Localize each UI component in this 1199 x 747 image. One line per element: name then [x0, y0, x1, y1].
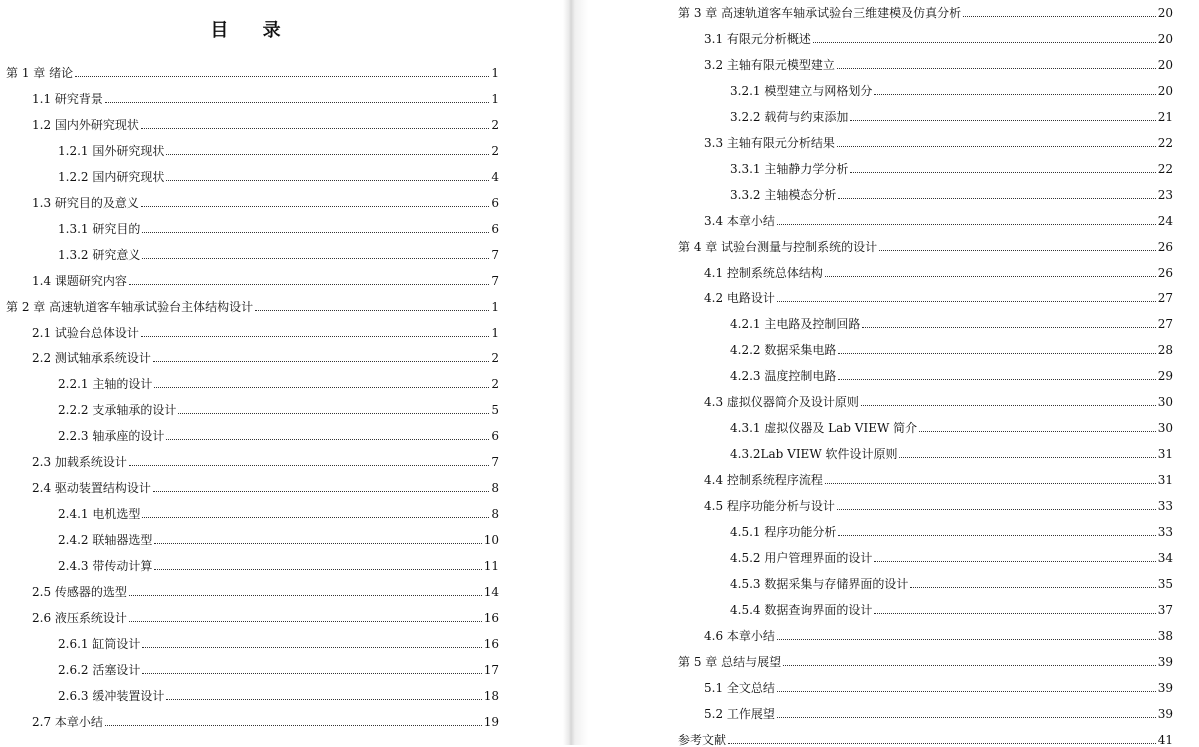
toc-entry[interactable]: [58, 373, 499, 391]
toc-entry-label: 3.2 主轴有限元模型建立: [704, 57, 835, 72]
toc-entry[interactable]: [58, 140, 499, 158]
toc-leader-dots: [874, 94, 1155, 95]
toc-entry-page: 28: [1157, 343, 1173, 358]
toc-entry[interactable]: [32, 88, 499, 106]
toc-entry-label: 2.4.3 带传动计算: [58, 559, 153, 574]
toc-entry-label: 2.2.1 主轴的设计: [58, 377, 153, 392]
toc-leader-dots: [105, 102, 489, 103]
toc-entry-page: 11: [483, 559, 499, 574]
toc-entry[interactable]: [704, 54, 1173, 72]
toc-entry-label: 4.3.2Lab VIEW 软件设计原则: [730, 447, 898, 462]
toc-entry[interactable]: [730, 158, 1173, 176]
toc-entry-label: 4.1 控制系统总体结构: [704, 265, 823, 280]
toc-leader-dots: [129, 284, 489, 285]
toc-leader-dots: [825, 276, 1156, 277]
toc-entry[interactable]: [730, 80, 1173, 98]
toc-entry[interactable]: [704, 703, 1173, 721]
toc-entry-label: 第 2 章 高速轨道客车轴承试验台主体结构设计: [6, 299, 254, 314]
toc-entry-page: 30: [1157, 421, 1173, 436]
toc-entry-page: 6: [491, 429, 499, 444]
toc-leader-dots: [154, 387, 489, 388]
toc-entry-label: 第 5 章 总结与展望: [678, 654, 782, 669]
toc-entry[interactable]: [32, 477, 499, 495]
toc-leader-dots: [255, 310, 489, 311]
toc-entry-label: 1.4 课题研究内容: [32, 273, 127, 288]
toc-leader-dots: [910, 587, 1155, 588]
toc-entry-label: 2.4.2 联轴器选型: [58, 533, 153, 548]
toc-entry-page: 31: [1157, 447, 1173, 462]
toc-leader-dots: [825, 483, 1156, 484]
toc-leader-dots: [874, 561, 1155, 562]
toc-leader-dots: [153, 491, 489, 492]
toc-entry-page: 33: [1157, 525, 1173, 539]
toc-page-left: [0, 0, 505, 745]
toc-leader-dots: [154, 569, 481, 570]
toc-leader-dots: [142, 647, 481, 648]
toc-entry-label: 4.5.4 数据查询界面的设计: [730, 602, 873, 617]
toc-entry-label: 2.2.2 支承轴承的设计: [58, 403, 177, 418]
toc-entry-label: 4.6 本章小结: [704, 628, 775, 643]
toc-entry-label: 2.6 液压系统设计: [32, 610, 127, 625]
toc-entry-label: 第 1 章 绪论: [6, 66, 74, 80]
toc-entry-page: 23: [1157, 187, 1173, 202]
toc-entry-label: 4.3 虚拟仪器简介及设计原则: [704, 395, 859, 410]
toc-entry-label: 4.2.2 数据采集电路: [730, 343, 837, 358]
toc-leader-dots: [899, 457, 1155, 458]
toc-leader-dots: [142, 517, 489, 518]
toc-entry-label: 4.5 程序功能分析与设计: [704, 499, 835, 514]
toc-entry-page: 1: [491, 91, 499, 106]
toc-entry-label: 5.2 工作展望: [704, 706, 775, 721]
toc-entry[interactable]: [32, 347, 499, 365]
toc-entry-page: 20: [1157, 83, 1173, 98]
toc-entry-page: 7: [491, 247, 499, 262]
toc-entry-page: 20: [1157, 31, 1173, 46]
toc-entry-page: 22: [1157, 135, 1173, 150]
toc-entry-page: 1: [491, 299, 499, 314]
toc-entry[interactable]: [704, 287, 1173, 305]
toc-entry-page: 2: [491, 143, 499, 158]
toc-entry-label: 4.5.1 程序功能分析: [730, 525, 837, 539]
toc-entry[interactable]: [6, 296, 499, 314]
toc-entry-page: 7: [491, 273, 499, 288]
toc-entry[interactable]: [58, 633, 499, 651]
toc-entry[interactable]: [32, 711, 499, 729]
toc-entry[interactable]: [32, 607, 499, 625]
toc-entry-page: 30: [1157, 395, 1173, 410]
toc-entry[interactable]: [730, 443, 1173, 461]
toc-entry[interactable]: [58, 659, 499, 677]
toc-entry-page: 33: [1157, 499, 1173, 514]
toc-leader-dots: [105, 725, 482, 726]
toc-entry-page: 39: [1157, 654, 1173, 669]
toc-entry-page: 2: [491, 377, 499, 392]
toc-entry-label: 2.7 本章小结: [32, 714, 103, 729]
toc-entry[interactable]: [32, 322, 499, 340]
toc-leader-dots: [154, 543, 481, 544]
toc-leader-dots: [850, 172, 1155, 173]
toc-leader-dots: [837, 68, 1156, 69]
toc-entry-page: 6: [491, 221, 499, 236]
toc-leader-dots: [129, 465, 489, 466]
toc-leader-dots: [141, 206, 489, 207]
toc-leader-dots: [919, 431, 1156, 432]
toc-entry[interactable]: [730, 106, 1173, 124]
toc-entry-page: 34: [1157, 550, 1173, 565]
toc-entry[interactable]: [32, 581, 499, 599]
toc-leader-dots: [838, 198, 1155, 199]
toc-leader-dots: [963, 16, 1156, 17]
toc-leader-dots: [838, 353, 1155, 354]
toc-entry-page: 10: [483, 533, 499, 548]
toc-entry[interactable]: [678, 236, 1173, 254]
toc-entry-label: 1.3.1 研究目的: [58, 221, 141, 236]
toc-entry[interactable]: [730, 599, 1173, 617]
toc-entry[interactable]: [32, 451, 499, 469]
toc-entry-page: 14: [483, 585, 499, 599]
toc-entry-page: 16: [483, 610, 499, 625]
toc-entry[interactable]: [730, 313, 1173, 331]
toc-entry-page: 4: [491, 169, 499, 184]
toc-entry[interactable]: [58, 399, 499, 417]
toc-leader-dots: [879, 250, 1156, 251]
toc-leader-dots: [142, 673, 481, 674]
toc-entry-label: 3.1 有限元分析概述: [704, 31, 811, 46]
toc-entry[interactable]: [704, 677, 1173, 695]
toc-entry-label: 第 4 章 试验台测量与控制系统的设计: [678, 239, 878, 254]
toc-entry[interactable]: [704, 495, 1173, 513]
toc-leader-dots: [837, 509, 1156, 510]
toc-entry[interactable]: [58, 244, 499, 262]
toc-entry-label: 4.2 电路设计: [704, 291, 775, 306]
toc-entry[interactable]: [704, 132, 1173, 150]
toc-leader-dots: [166, 154, 489, 155]
toc-entry-label: 5.1 全文总结: [704, 680, 775, 695]
toc-entry-page: 1: [491, 325, 499, 340]
toc-entry-label: 4.2.3 温度控制电路: [730, 369, 837, 384]
toc-entry-page: 2: [491, 117, 499, 132]
toc-entry-page: 8: [491, 481, 499, 496]
toc-entry-page: 20: [1157, 6, 1173, 20]
toc-leader-dots: [777, 224, 1156, 225]
toc-entry-label: 2.6.3 缓冲装置设计: [58, 688, 165, 703]
toc-entry[interactable]: [58, 685, 499, 703]
toc-leader-dots: [141, 336, 489, 337]
toc-entry-page: 26: [1157, 239, 1173, 254]
toc-entry-page: 7: [491, 455, 499, 470]
toc-entry-label: 3.3.2 主轴模态分析: [730, 187, 837, 202]
toc-entry[interactable]: [32, 192, 499, 210]
toc-leader-dots: [813, 42, 1156, 43]
toc-entry[interactable]: [58, 218, 499, 236]
toc-entry-page: 16: [483, 636, 499, 651]
toc-entry-page: 2: [491, 351, 499, 366]
toc-leader-dots: [837, 146, 1156, 147]
toc-entry-label: 2.6.1 缸筒设计: [58, 636, 141, 651]
toc-leader-dots: [777, 639, 1156, 640]
toc-title: 目 录: [210, 20, 295, 41]
toc-entry-page: 21: [1157, 109, 1173, 124]
toc-leader-dots: [777, 717, 1156, 718]
toc-leader-dots: [142, 232, 489, 233]
toc-entry[interactable]: [58, 503, 499, 521]
page-gutter: [505, 0, 588, 745]
toc-entry-page: 26: [1157, 265, 1173, 280]
toc-entry-label: 第 3 章 高速轨道客车轴承试验台三维建模及仿真分析: [678, 6, 962, 20]
toc-entry-label: 1.2.1 国外研究现状: [58, 143, 165, 158]
toc-entry-page: 38: [1157, 628, 1173, 643]
toc-entry-page: 27: [1157, 291, 1173, 306]
toc-entry-page: 41: [1157, 732, 1173, 747]
toc-entry-page: 22: [1157, 161, 1173, 176]
toc-leader-dots: [777, 691, 1156, 692]
toc-leader-dots: [874, 613, 1155, 614]
toc-entry-label: 4.2.1 主电路及控制回路: [730, 317, 861, 332]
toc-entry-label: 2.6.2 活塞设计: [58, 662, 141, 677]
toc-entry-label: 2.2 测试轴承系统设计: [32, 351, 151, 366]
toc-entry[interactable]: [704, 391, 1173, 409]
toc-leader-dots: [861, 405, 1156, 406]
toc-entry-label: 1.3.2 研究意义: [58, 247, 141, 262]
toc-entry[interactable]: [678, 729, 1173, 747]
toc-entry[interactable]: [58, 529, 499, 547]
toc-leader-dots: [166, 439, 489, 440]
toc-leader-dots: [178, 413, 489, 414]
toc-leader-dots: [153, 361, 489, 362]
toc-entry[interactable]: [730, 573, 1173, 591]
toc-entry-label: 1.3 研究目的及意义: [32, 195, 139, 210]
toc-entry[interactable]: [730, 417, 1173, 435]
toc-entry-label: 2.4 驱动装置结构设计: [32, 481, 151, 496]
toc-leader-dots: [850, 120, 1155, 121]
toc-entry[interactable]: [730, 184, 1173, 202]
toc-entry-page: 8: [491, 507, 499, 522]
toc-entry-label: 2.4.1 电机选型: [58, 507, 141, 522]
toc-entry-page: 6: [491, 195, 499, 210]
toc-entry[interactable]: [58, 166, 499, 184]
toc-entry[interactable]: [704, 210, 1173, 228]
toc-entry-label: 2.2.3 轴承座的设计: [58, 429, 165, 444]
toc-entry[interactable]: [678, 2, 1173, 20]
toc-entry-label: 4.5.3 数据采集与存储界面的设计: [730, 576, 909, 591]
toc-leader-dots: [141, 128, 489, 129]
toc-entry[interactable]: [32, 270, 499, 288]
toc-entry-label: 1.2.2 国内研究现状: [58, 169, 165, 184]
toc-entry[interactable]: [730, 339, 1173, 357]
toc-leader-dots: [777, 301, 1156, 302]
toc-entry[interactable]: [704, 28, 1173, 46]
toc-entry[interactable]: [704, 262, 1173, 280]
toc-entry-label: 3.2.2 载荷与约束添加: [730, 109, 849, 124]
toc-entry[interactable]: [730, 547, 1173, 565]
toc-entry-label: 2.3 加载系统设计: [32, 455, 127, 470]
toc-entry-label: 1.1 研究背景: [32, 91, 103, 106]
toc-entry[interactable]: [58, 555, 499, 573]
toc-entry-page: 29: [1157, 369, 1173, 384]
toc-entry[interactable]: [32, 114, 499, 132]
toc-entry-label: 4.5.2 用户管理界面的设计: [730, 550, 873, 565]
toc-leader-dots: [129, 621, 482, 622]
toc-leader-dots: [166, 699, 481, 700]
toc-entry-label: 3.4 本章小结: [704, 213, 775, 228]
toc-entry-label: 3.3.1 主轴静力学分析: [730, 161, 849, 176]
toc-page-right: [588, 0, 1199, 745]
toc-entry-page: 24: [1157, 213, 1173, 228]
toc-entry-page: 17: [483, 662, 499, 677]
toc-leader-dots: [838, 379, 1155, 380]
toc-entry-label: 4.4 控制系统程序流程: [704, 473, 823, 488]
toc-entry-page: 31: [1157, 473, 1173, 488]
toc-leader-dots: [166, 180, 489, 181]
toc-leader-dots: [728, 743, 1156, 744]
toc-entry-page: 39: [1157, 706, 1173, 721]
toc-entry-label: 2.1 试验台总体设计: [32, 325, 139, 340]
toc-entry[interactable]: [730, 521, 1173, 539]
toc-leader-dots: [838, 535, 1155, 536]
toc-entry[interactable]: [730, 365, 1173, 383]
toc-entry-page: 1: [491, 66, 499, 80]
toc-entry-page: 19: [483, 714, 499, 729]
toc-entry[interactable]: [58, 425, 499, 443]
toc-entry-label: 1.2 国内外研究现状: [32, 117, 139, 132]
toc-leader-dots: [142, 258, 489, 259]
toc-entry[interactable]: [704, 625, 1173, 643]
toc-entry-page: 39: [1157, 680, 1173, 695]
toc-leader-dots: [862, 327, 1155, 328]
toc-entry[interactable]: [704, 469, 1173, 487]
toc-entry-page: 37: [1157, 602, 1173, 617]
toc-entry-page: 27: [1157, 317, 1173, 332]
toc-entry-label: 3.3 主轴有限元分析结果: [704, 135, 835, 150]
toc-entry-page: 18: [483, 688, 499, 703]
toc-leader-dots: [783, 665, 1156, 666]
toc-entry-label: 2.5 传感器的选型: [32, 585, 127, 599]
toc-entry[interactable]: [6, 62, 499, 80]
toc-leader-dots: [129, 595, 482, 596]
toc-entry[interactable]: [678, 651, 1173, 669]
toc-leader-dots: [75, 76, 489, 77]
toc-entry-page: 20: [1157, 57, 1173, 72]
toc-entry-page: 5: [491, 403, 499, 418]
toc-entry-label: 参考文献: [678, 732, 727, 747]
toc-entry-label: 3.2.1 模型建立与网格划分: [730, 83, 873, 98]
toc-entry-label: 4.3.1 虚拟仪器及 Lab VIEW 简介: [730, 421, 918, 436]
toc-entry-page: 35: [1157, 576, 1173, 591]
